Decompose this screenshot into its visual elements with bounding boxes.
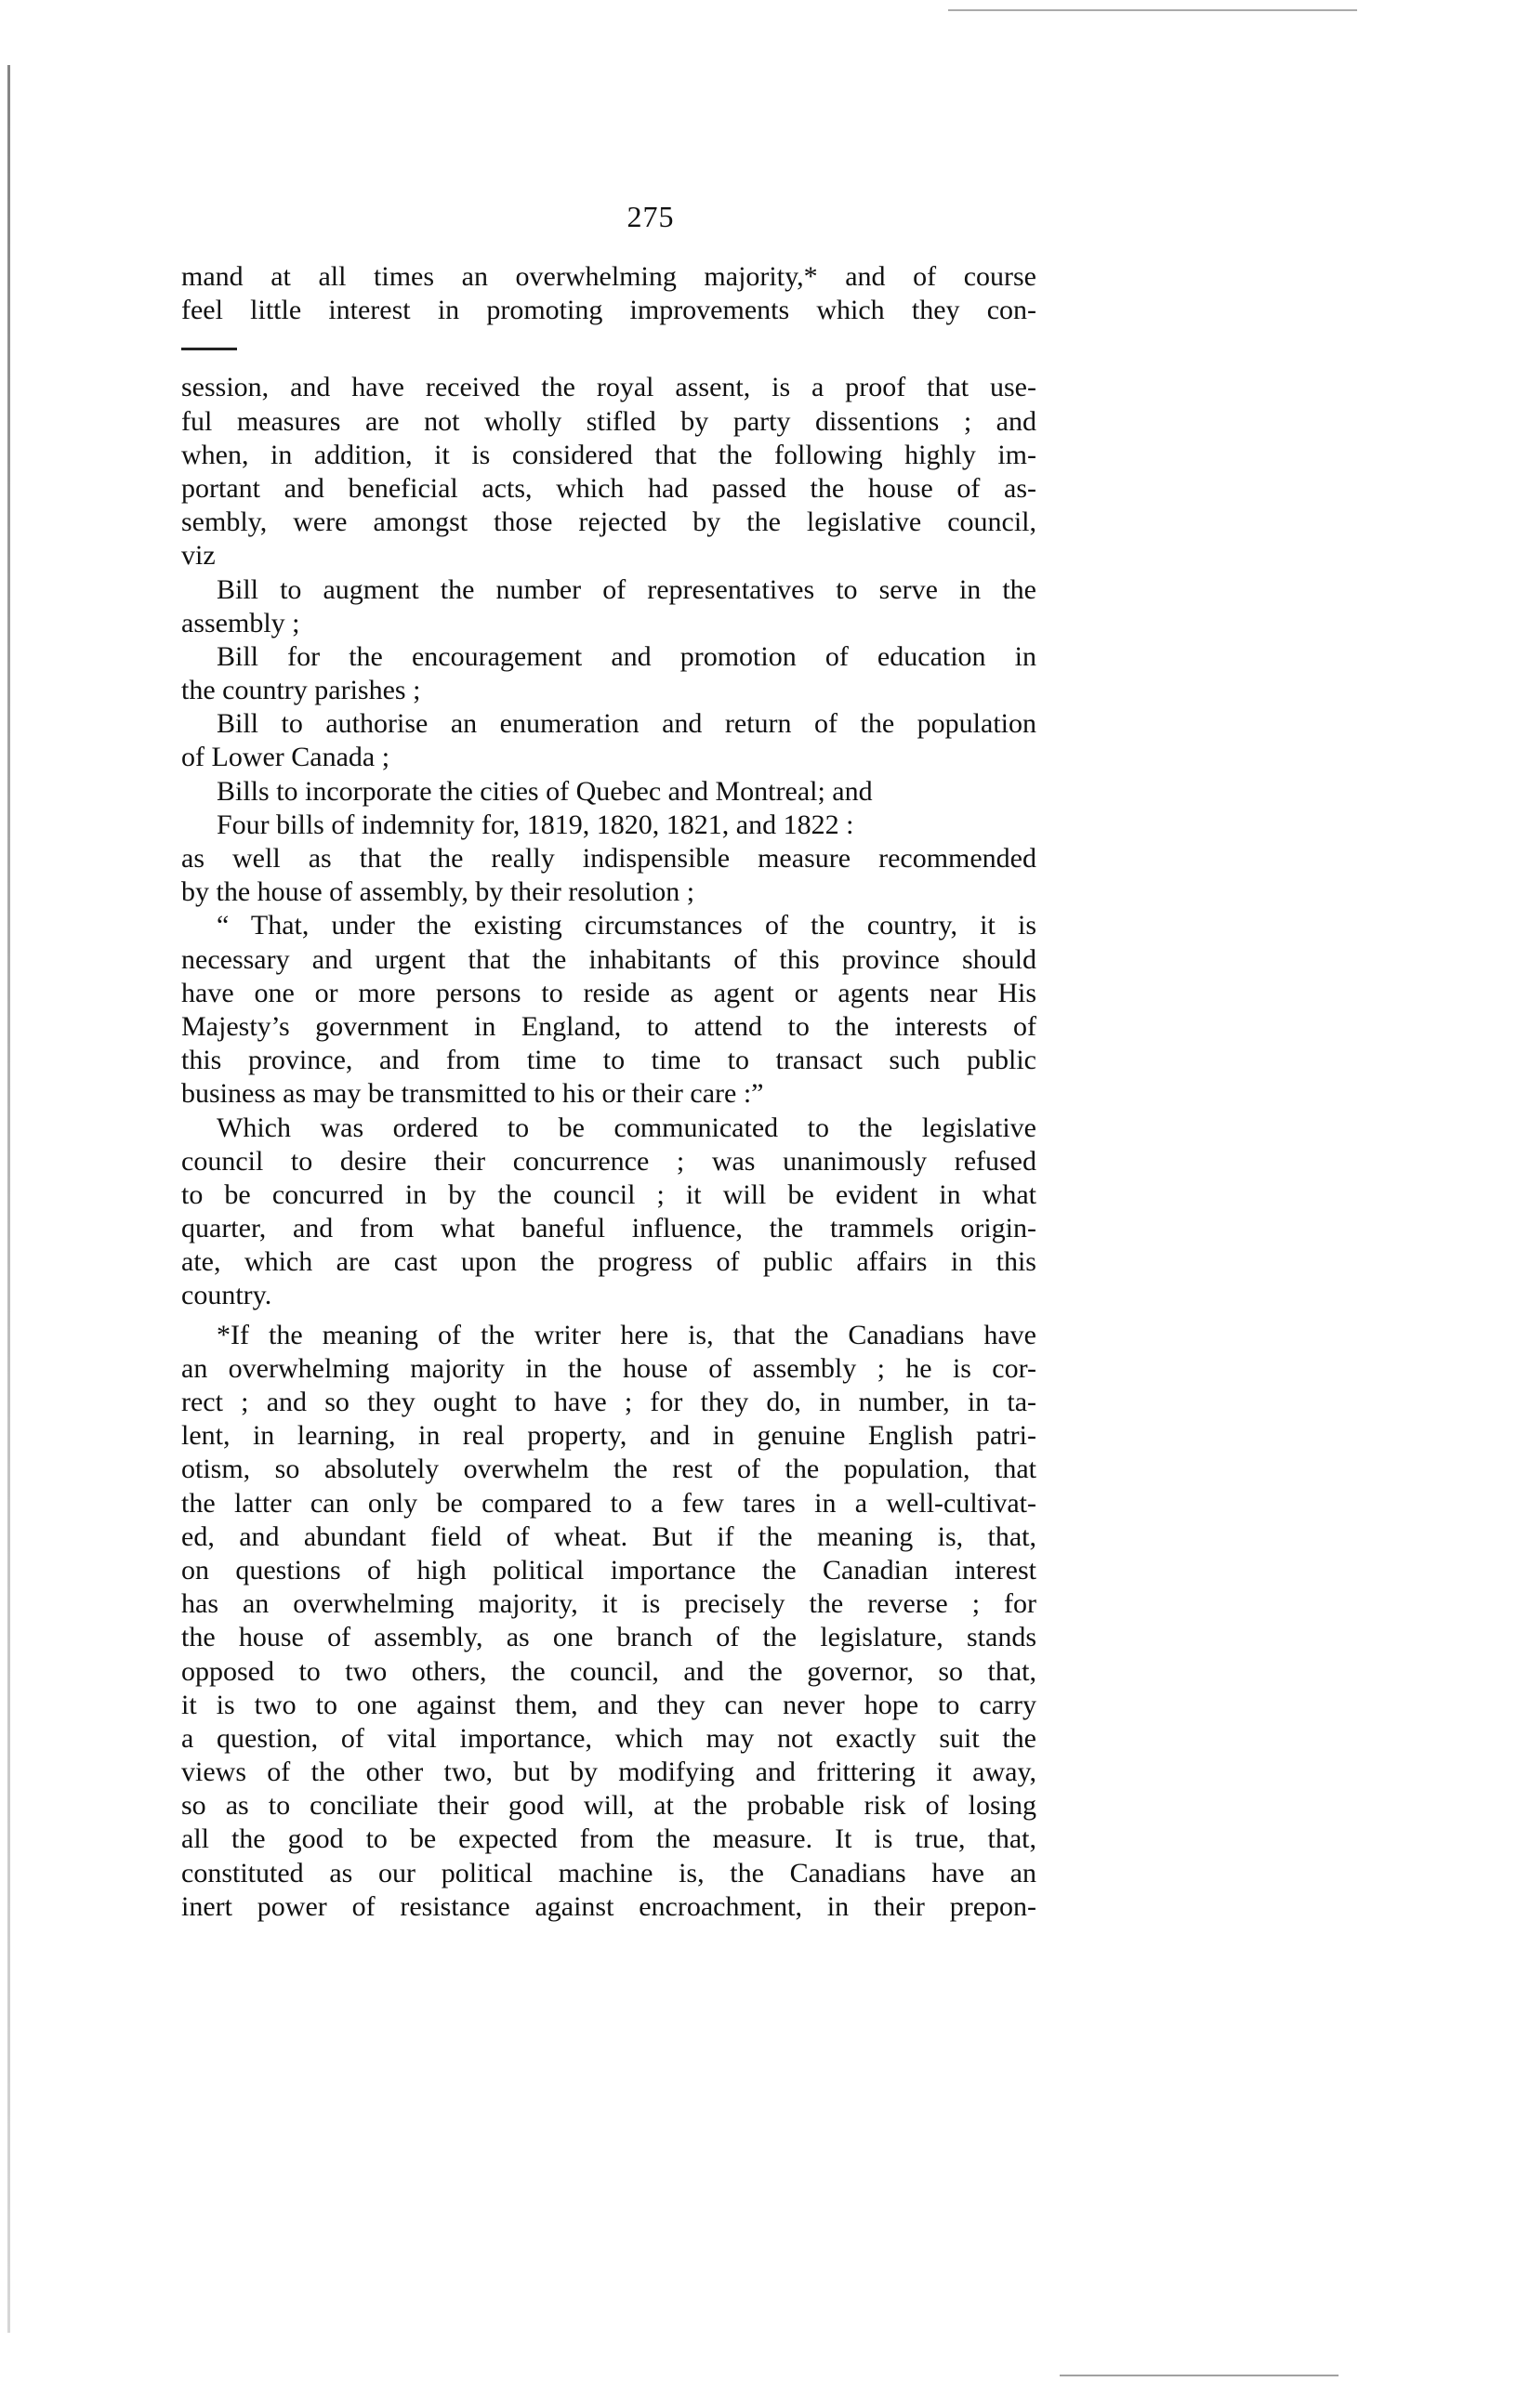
text-line: assembly ; — [181, 607, 300, 638]
page-number: 275 — [627, 200, 675, 233]
text-line: Which was ordered to be communicated to the legislative — [217, 1112, 1036, 1143]
text-line: the latter can only be compared to a few tares in a well-cultivat- — [181, 1487, 1036, 1519]
text-line: mand at all times an overwhelming majority,* and of course — [181, 261, 1036, 292]
text-line: otism, so absolutely overwhelm the rest of the population, that — [181, 1454, 1036, 1485]
text-line: it is two to one against them, and they can never hope to carry — [181, 1689, 1036, 1720]
text-line: a question, of vital importance, which may not exactly suit the — [181, 1722, 1036, 1754]
text-line: by the house of assembly, by their resolution ; — [181, 876, 695, 908]
text-line: all the good to be expected from the measure. It is true, that, — [181, 1823, 1036, 1855]
text-line: opposed to two others, the council, and the governor, so that, — [181, 1655, 1036, 1687]
text-line: council to desire their concurrence ; was unanimously refused — [181, 1145, 1036, 1177]
scan-edge-left — [7, 65, 10, 2333]
text-line: so as to conciliate their good will, at the probable risk of losing — [181, 1790, 1036, 1822]
text-column — [181, 260, 1036, 1924]
scan-edge-top — [948, 9, 1357, 11]
text-line: this province, and from time to time to transact such public — [181, 1045, 1036, 1076]
text-line: feel little interest in promoting improvements which they con- — [181, 295, 1036, 326]
text-line: to be concurred in by the council ; it will be evident in what — [181, 1178, 1036, 1210]
scan-edge-bottom — [1060, 2375, 1339, 2376]
text-line: Bill to augment the number of representatives to serve in the — [217, 573, 1036, 605]
text-line: ful measures are not wholly stifled by party dissentions ; and — [181, 405, 1036, 437]
text-line: when, in addition, it is considered that the following highly im- — [181, 439, 1036, 470]
footnote-separator-rule — [181, 348, 237, 350]
text-line: “ That, under the existing circumstances of the country, it is — [217, 910, 1036, 941]
text-line: necessary and urgent that the inhabitants of this province should — [181, 943, 1036, 975]
text-line: the country parishes ; — [181, 675, 421, 706]
text-line: on questions of high political importance the Canadian interest — [181, 1554, 1036, 1586]
text-line: have one or more persons to reside as agent or agents near His — [181, 977, 1036, 1008]
text-line: *If the meaning of the writer here is, that the Canadians have — [217, 1319, 1036, 1350]
text-line: has an overwhelming majority, it is precisely the reverse ; for — [181, 1588, 1036, 1620]
text-line: Bills to incorporate the cities of Quebec and Montreal; and — [217, 775, 873, 807]
text-line: inert power of resistance against encroachment, in their prepon- — [181, 1890, 1036, 1922]
text-line: rect ; and so they ought to have ; for they do, in number, in ta- — [181, 1387, 1036, 1417]
text-line: country. — [181, 1280, 272, 1311]
text-line: viz — [181, 540, 216, 572]
text-line: ed, and abundant field of wheat. But if the meaning is, that, — [181, 1520, 1036, 1552]
text-line: Majesty’s government in England, to attend to the interests of — [181, 1010, 1036, 1042]
text-line: ate, which are cast upon the progress of public affairs in this — [181, 1246, 1036, 1278]
text-line: business as may be transmitted to his or their care :” — [181, 1078, 764, 1110]
text-line: constituted as our political machine is, the Canadians have an — [181, 1857, 1036, 1888]
text-line: Four bills of indemnity for, 1819, 1820, 1821, and 1822 : — [217, 809, 854, 840]
text-line: an overwhelming majority in the house of assembly ; he is cor- — [181, 1352, 1036, 1384]
text-line: session, and have received the royal assent, is a proof that use- — [181, 372, 1036, 403]
text-line: the house of assembly, as one branch of the legislature, stands — [181, 1622, 1036, 1653]
text-line: as well as that the really indispensible measure recommended — [181, 843, 1036, 874]
text-line: views of the other two, but by modifying and frittering it away, — [181, 1757, 1036, 1788]
text-line: lent, in learning, in real property, and in genuine English patri- — [181, 1420, 1036, 1452]
text-line: sembly, were amongst those rejected by the legislative council, — [181, 507, 1036, 538]
text-line: quarter, and from what baneful influence, the trammels origin- — [181, 1213, 1036, 1244]
text-line: Bill for the encouragement and promotion of education in — [217, 640, 1036, 672]
text-line: portant and beneficial acts, which had passed the house of as- — [181, 472, 1036, 504]
text-line: Bill to authorise an enumeration and return of the population — [217, 708, 1036, 740]
text-line: of Lower Canada ; — [181, 742, 390, 773]
